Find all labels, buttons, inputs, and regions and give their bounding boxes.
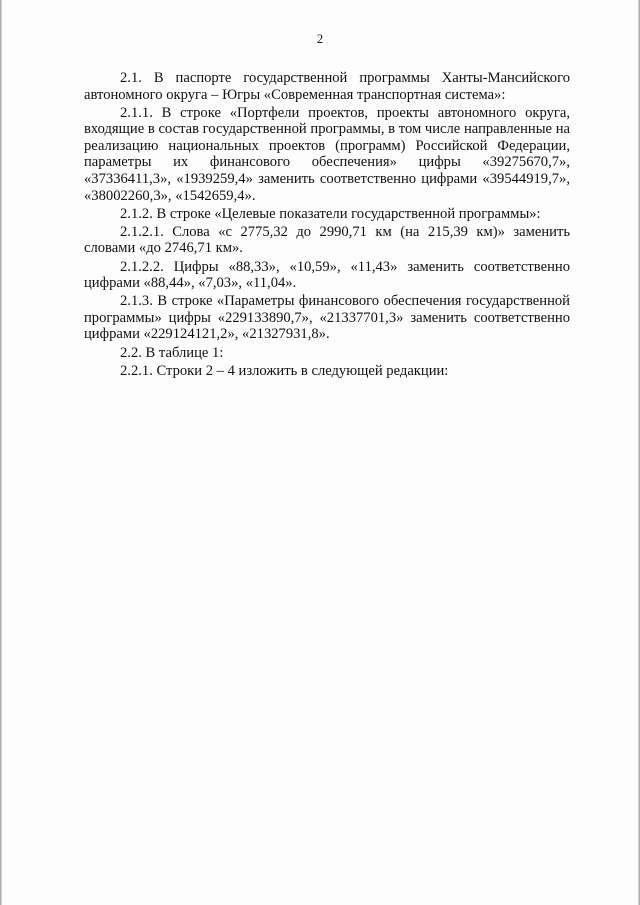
paragraph-2-1: 2.1. В паспорте государственной программы Ханты-Мансийского автономного округа – Югры «Современная транспортная система»: <box>84 70 570 103</box>
document-body <box>84 70 570 381</box>
paragraph-2-1-2-1: 2.1.2.1. Слова «с 2775,32 до 2990,71 км (на 215,39 км)» заменить словами «до 2746,71 км». <box>84 223 570 257</box>
paragraph-2-1-1: 2.1.1. В строке «Портфели проектов, проекты автономного округа, входящие в состав государственной программы, в том числе направленные на реализацию национальных проектов (программ) Российской Федерации, параметры их финансового обеспечения» цифры «39275670,7», «37336411,3», «1939259,4» заменить соответственно цифрами «39544919,7», «38002260,3», «1542659,4». <box>84 104 570 204</box>
paragraph-2-1-2-2: 2.1.2.2. Цифры «88,33», «10,59», «11,43» заменить соответственно цифрами «88,44», «7,03», «11,04». <box>84 258 570 292</box>
paragraph-2-1-2: 2.1.2. В строке «Целевые показатели государственной программы»: <box>120 205 541 222</box>
page-edge-left <box>0 0 2 905</box>
page-number: 2 <box>316 32 324 46</box>
paragraph-2-2-1: 2.2.1. Строки 2 – 4 изложить в следующей редакции: <box>120 362 449 379</box>
paragraph-2-2: 2.2. В таблице 1: <box>120 344 224 361</box>
paragraph-2-1-3: 2.1.3. В строке «Параметры финансового обеспечения государственной программы» цифры «229133890,7», «21337701,3» заменить соответственно цифрами «229124121,2», «21327931,8». <box>84 293 570 343</box>
